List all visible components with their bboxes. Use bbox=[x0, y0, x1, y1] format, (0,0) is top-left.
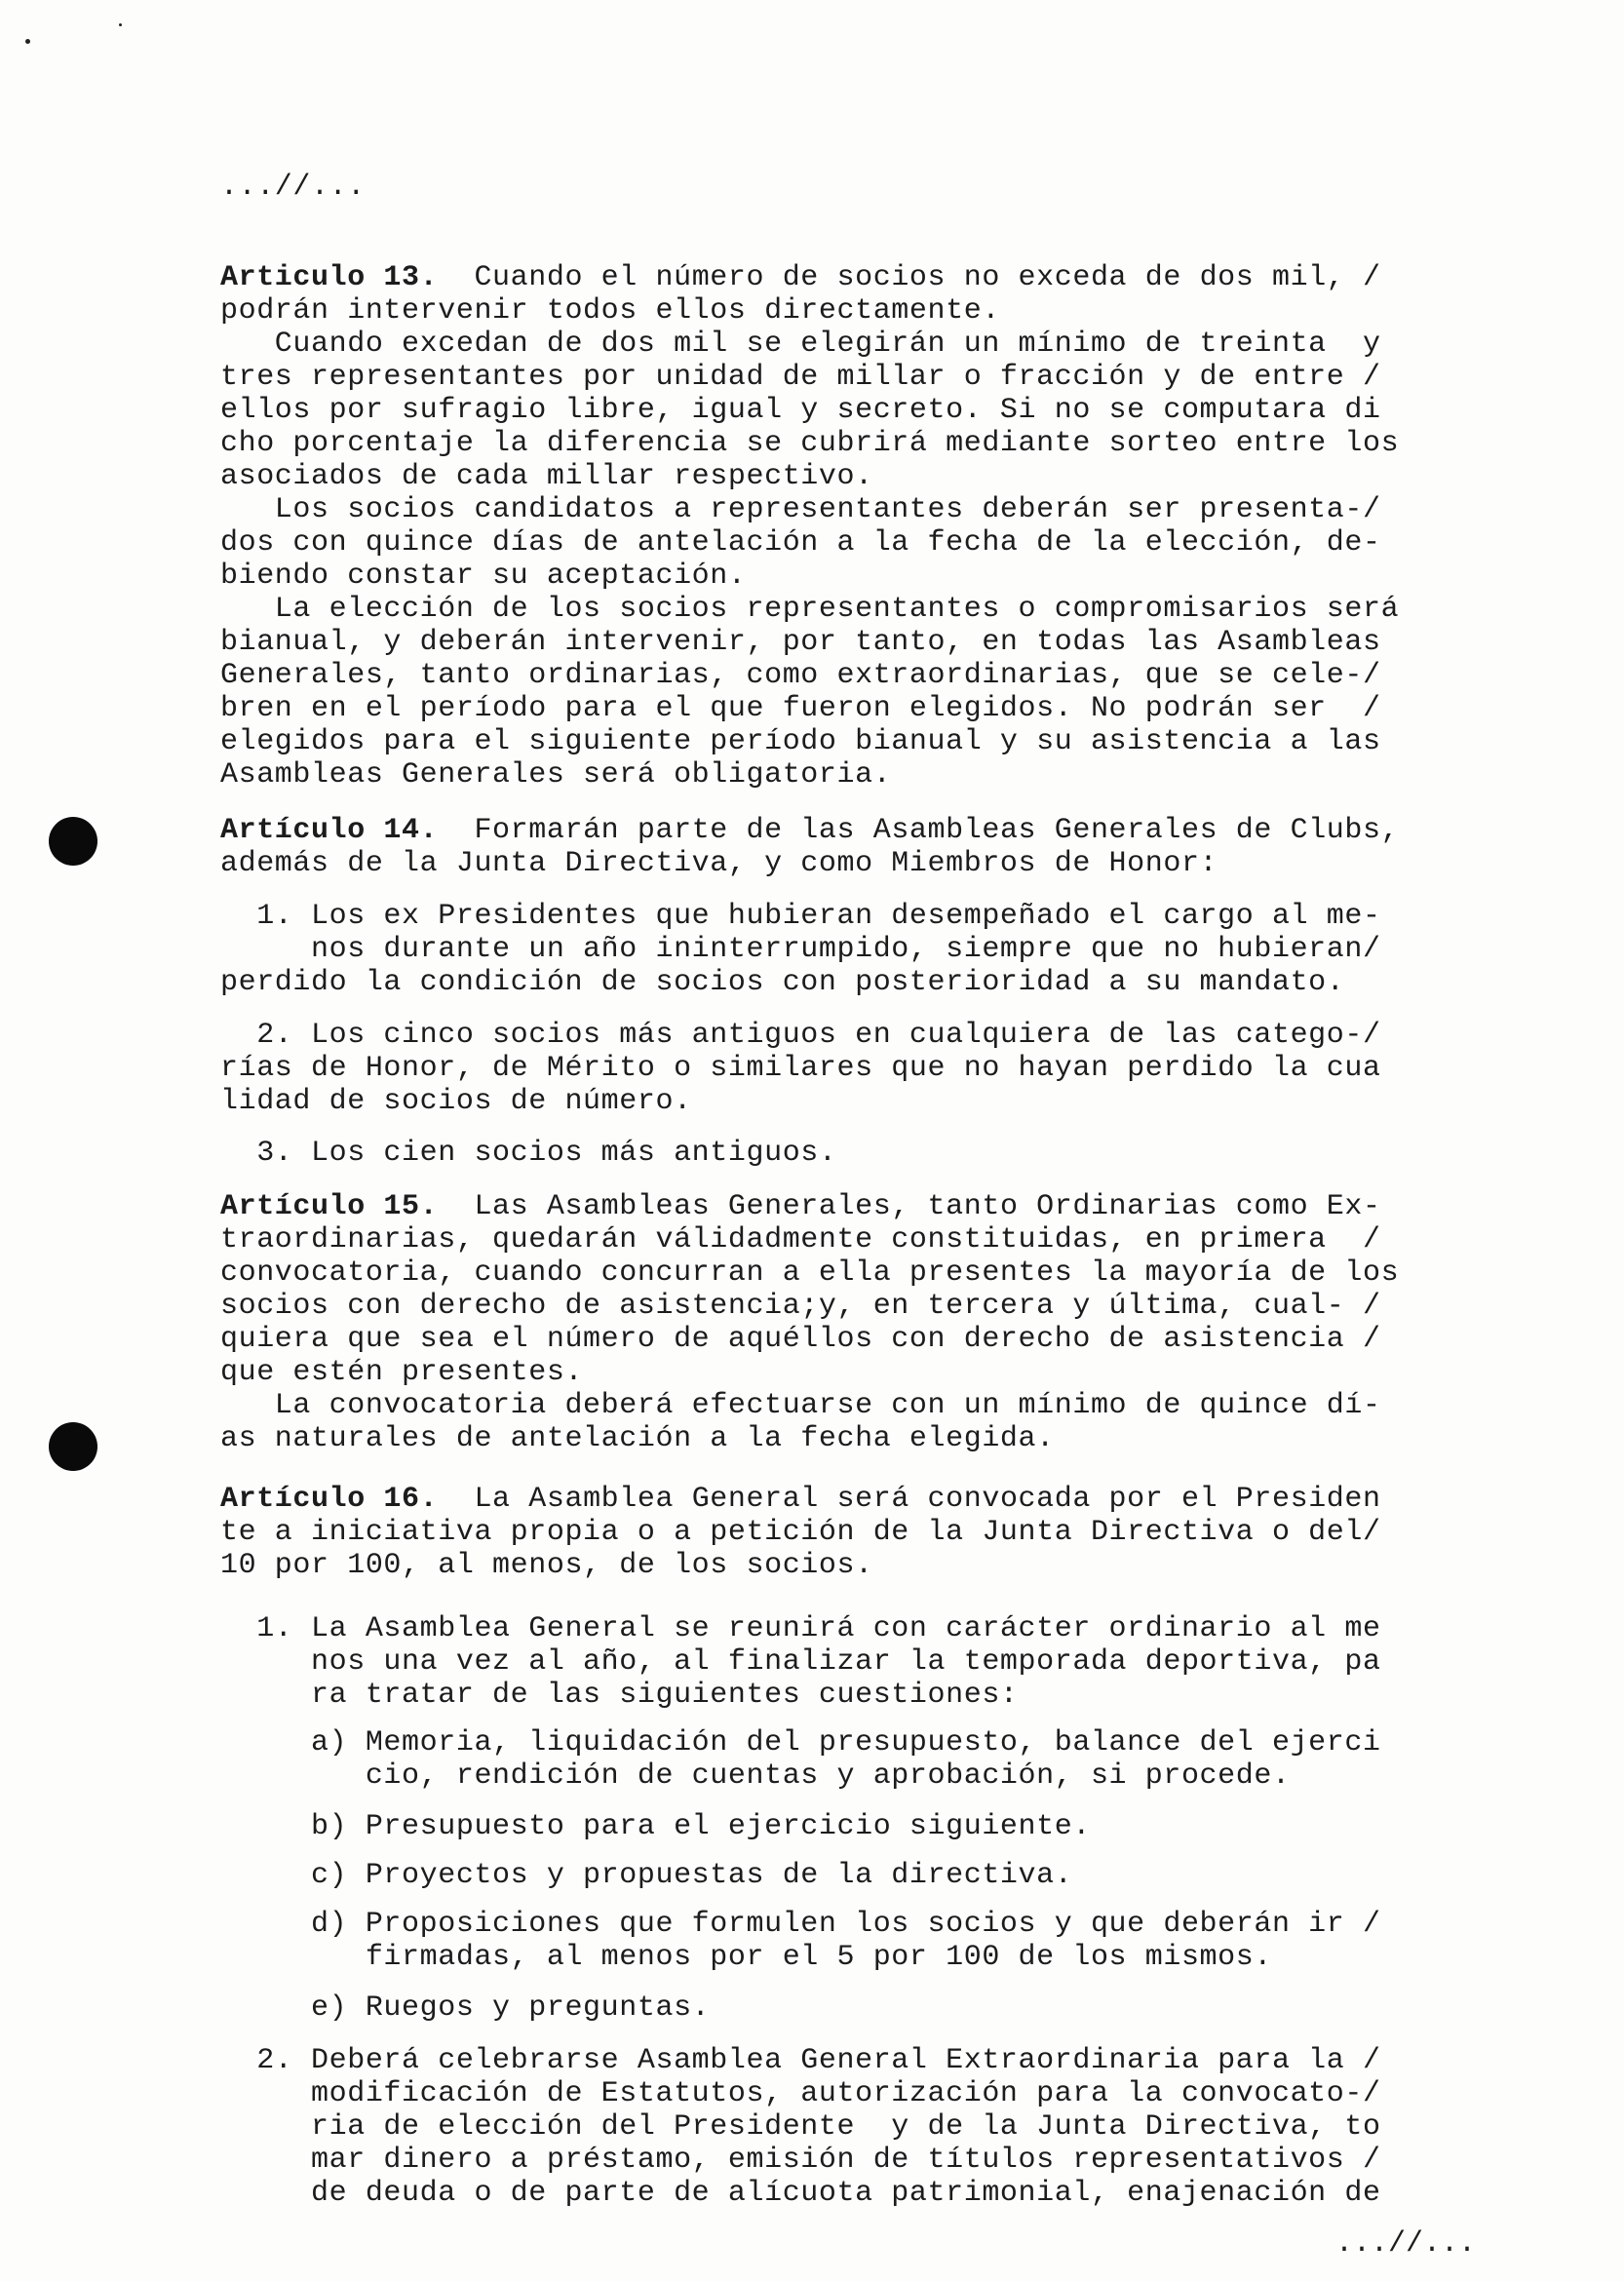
text-line: as naturales de antelación a la fecha elegida. bbox=[220, 1422, 1055, 1455]
text-line: dos con quince días de antelación a la fecha de la elección, de- bbox=[220, 526, 1381, 560]
text-run: Formarán parte de las Asambleas Generales de Clubs, bbox=[438, 814, 1400, 847]
text-line: bianual, y deberán intervenir, por tanto, en todas las Asambleas bbox=[220, 626, 1381, 659]
text-line: cio, rendición de cuentas y aprobación, si procede. bbox=[220, 1759, 1291, 1793]
text-line: modificación de Estatutos, autorización para la convocato-/ bbox=[220, 2077, 1381, 2110]
text-line: convocatoria, cuando concurran a ella presentes la mayoría de los bbox=[220, 1256, 1400, 1290]
text-line: además de la Junta Directiva, y como Miembros de Honor: bbox=[220, 847, 1218, 880]
article-heading: Artículo 16. bbox=[220, 1483, 439, 1516]
article-heading: Articulo 13. bbox=[220, 261, 439, 294]
scan-speck bbox=[25, 39, 30, 44]
text-line: 2. Los cinco socios más antiguos en cualquiera de las catego-/ bbox=[220, 1019, 1381, 1052]
text-line: de deuda o de parte de alícuota patrimonial, enajenación de bbox=[220, 2177, 1381, 2210]
text-line: 1. Los ex Presidentes que hubieran desempeñado el cargo al me- bbox=[220, 900, 1381, 933]
article-heading: Artículo 15. bbox=[220, 1190, 439, 1223]
text-line: Cuando excedan de dos mil se elegirán un mínimo de treinta y bbox=[220, 328, 1381, 361]
text-line: ellos por sufragio libre, igual y secreto. Si no se computara di bbox=[220, 394, 1381, 427]
text-line: socios con derecho de asistencia;y, en tercera y última, cual- / bbox=[220, 1290, 1381, 1323]
continuation-mark-bottom: ...//... bbox=[1334, 2227, 1476, 2261]
text-line: e) Ruegos y preguntas. bbox=[220, 1991, 711, 2025]
text-line: Los socios candidatos a representantes deberán ser presenta-/ bbox=[220, 493, 1381, 526]
punch-hole-lower bbox=[49, 1422, 97, 1471]
text-line: asociados de cada millar respectivo. bbox=[220, 460, 873, 493]
text-line: que estén presentes. bbox=[220, 1356, 584, 1389]
continuation-mark-top: ...//... bbox=[220, 171, 366, 204]
text-line: cho porcentaje la diferencia se cubrirá mediante sorteo entre los bbox=[220, 427, 1400, 460]
text-line: 10 por 100, al menos, de los socios. bbox=[220, 1549, 873, 1582]
text-line: La convocatoria deberá efectuarse con un mínimo de quince dí- bbox=[220, 1389, 1381, 1422]
text-line bbox=[220, 1190, 1381, 1223]
text-line: a) Memoria, liquidación del presupuesto, balance del ejerci bbox=[220, 1726, 1381, 1759]
text-line: 1. La Asamblea General se reunirá con carácter ordinario al me bbox=[220, 1612, 1381, 1645]
text-line: bren en el período para el que fueron elegidos. No podrán ser / bbox=[220, 692, 1381, 725]
punch-hole-upper bbox=[49, 817, 97, 866]
text-line: c) Proyectos y propuestas de la directiva. bbox=[220, 1859, 1073, 1892]
text-line: elegidos para el siguiente período bianual y su asistencia a las bbox=[220, 725, 1381, 758]
text-line: lidad de socios de número. bbox=[220, 1085, 692, 1118]
text-line: nos una vez al año, al finalizar la temporada deportiva, pa bbox=[220, 1645, 1381, 1679]
scan-speck bbox=[119, 23, 122, 26]
text-line: biendo constar su aceptación. bbox=[220, 560, 747, 593]
text-run: Cuando el número de socios no exceda de dos mil, / bbox=[438, 261, 1381, 294]
text-line: traordinarias, quedarán válidadmente constituidas, en primera / bbox=[220, 1223, 1381, 1256]
text-line: podrán intervenir todos ellos directamente. bbox=[220, 294, 1000, 328]
text-line: d) Proposiciones que formulen los socios y que deberán ir / bbox=[220, 1908, 1381, 1941]
text-line: quiera que sea el número de aquéllos con derecho de asistencia / bbox=[220, 1323, 1381, 1356]
text-line: b) Presupuesto para el ejercicio siguiente. bbox=[220, 1810, 1091, 1843]
text-line: ria de elección del Presidente y de la Junta Directiva, to bbox=[220, 2110, 1381, 2144]
text-line: tres representantes por unidad de millar o fracción y de entre / bbox=[220, 361, 1381, 394]
text-line: nos durante un año ininterrumpido, siempre que no hubieran/ bbox=[220, 933, 1381, 966]
text-run: Las Asambleas Generales, tanto Ordinarias como Ex- bbox=[438, 1190, 1381, 1223]
text-line: rías de Honor, de Mérito o similares que no hayan perdido la cua bbox=[220, 1052, 1381, 1085]
text-line: perdido la condición de socios con posterioridad a su mandato. bbox=[220, 966, 1345, 999]
article-heading: Artículo 14. bbox=[220, 814, 439, 847]
text-line: ra tratar de las siguientes cuestiones: bbox=[220, 1679, 1019, 1712]
text-line: firmadas, al menos por el 5 por 100 de los mismos. bbox=[220, 1941, 1272, 1974]
text-line: 2. Deberá celebrarse Asamblea General Extraordinaria para la / bbox=[220, 2044, 1381, 2077]
text-line: Asambleas Generales será obligatoria. bbox=[220, 758, 892, 792]
text-line: Generales, tanto ordinarias, como extraordinarias, que se cele-/ bbox=[220, 659, 1381, 692]
text-line bbox=[220, 814, 1399, 847]
text-line: 3. Los cien socios más antiguos. bbox=[220, 1137, 837, 1170]
text-line bbox=[220, 261, 1381, 294]
text-line: La elección de los socios representantes o compromisarios será bbox=[220, 593, 1400, 626]
text-line bbox=[220, 1483, 1381, 1516]
text-line: te a iniciativa propia o a petición de la Junta Directiva o del/ bbox=[220, 1516, 1381, 1549]
text-run: La Asamblea General será convocada por el Presiden bbox=[438, 1483, 1381, 1516]
text-line: mar dinero a préstamo, emisión de títulos representativos / bbox=[220, 2144, 1381, 2177]
